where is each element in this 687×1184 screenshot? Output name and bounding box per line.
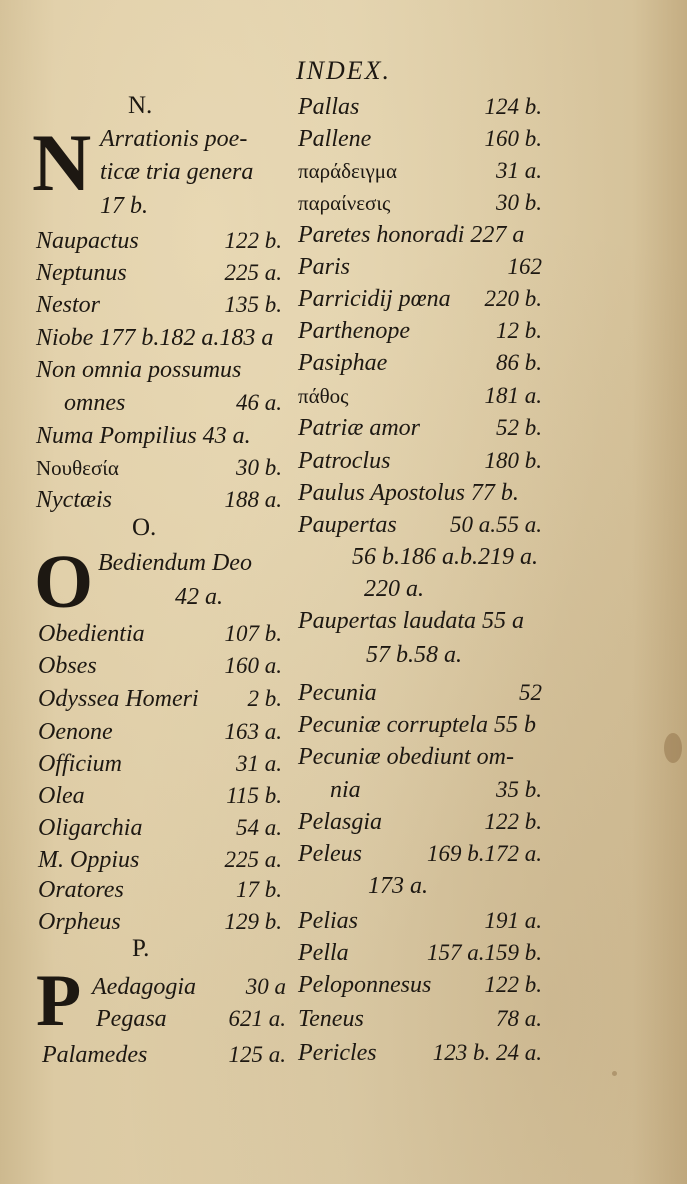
index-entry: Olea	[38, 783, 85, 809]
page-reference: 621 a.	[228, 1006, 286, 1031]
page-reference: 31 a.	[496, 158, 542, 183]
index-entry: Neptunus	[36, 260, 127, 286]
index-entry: Orpheus	[38, 909, 121, 935]
page-reference: 122 b.	[484, 972, 542, 997]
index-entry: Officium	[38, 751, 122, 777]
index-entry: Pelias	[298, 908, 358, 934]
index-entry: M. Oppius	[38, 847, 140, 873]
index-entry: Oratores	[38, 877, 124, 903]
page-reference: 54 a.	[236, 815, 282, 840]
index-entry: Pallas	[298, 94, 360, 120]
page-reference: 162	[507, 254, 542, 279]
lead-line-1: Arrationis poe-	[100, 126, 248, 152]
page-reference: 30 a	[245, 974, 286, 999]
page-reference: 163 a.	[224, 719, 282, 744]
index-entry: Paulus Apostolus 77 b.	[298, 480, 519, 506]
index-entry-greek: παράδειγμα	[298, 159, 397, 183]
section-heading-o: O.	[132, 514, 157, 541]
lead-line-1: Aedagogia	[92, 974, 196, 1000]
index-entry: Odyssea Homeri	[38, 686, 199, 712]
index-entry-continuation: nia	[330, 777, 361, 803]
index-entry: Palamedes	[42, 1042, 148, 1068]
index-entry: Oligarchia	[38, 815, 143, 841]
page-reference: 122 b.	[484, 809, 542, 834]
paper-stain-dot	[612, 1071, 617, 1076]
page-reference: 181 a.	[484, 383, 542, 408]
index-entry: Nyctæis	[36, 487, 112, 513]
index-entry-greek: παραίνεσις	[298, 191, 391, 215]
page-reference: 46 a.	[236, 390, 282, 415]
page-reference: 12 b.	[496, 318, 542, 343]
page-reference: 107 b.	[224, 621, 282, 646]
index-entry: Pecunia	[298, 680, 377, 706]
index-entry-continuation: 57 b.58 a.	[366, 642, 462, 668]
page-reference: 123 b. 24 a.	[432, 1040, 542, 1065]
page-reference: 225 a.	[224, 260, 282, 285]
page-reference: 50 a.55 a.	[450, 512, 542, 537]
index-entry: Paris	[298, 254, 351, 280]
index-entry-continuation: 173 a.	[368, 873, 428, 899]
page-reference: 30 b.	[496, 190, 542, 215]
index-entry-continuation: 220 a.	[364, 576, 424, 602]
index-entry: Pecuniæ corruptela 55 b	[298, 712, 536, 738]
index-entry: Parthenope	[298, 318, 410, 344]
page-reference: 2 b.	[247, 686, 282, 711]
dropcap-n: N	[32, 117, 92, 208]
lead-line-3: 17 b.	[100, 193, 148, 219]
page-reference: 169 b.172 a.	[427, 841, 542, 866]
page-reference: 157 a.159 b.	[427, 940, 542, 965]
index-entry: Obses	[38, 653, 97, 679]
page-reference: 52	[519, 680, 542, 705]
page-reference: 115 b.	[226, 783, 282, 808]
index-entry-continuation: omnes	[64, 390, 126, 416]
page-reference: 125 a.	[228, 1042, 286, 1067]
index-entry: Non omnia possumus	[36, 357, 242, 383]
dropcap-p: P	[36, 960, 82, 1042]
page-reference: 17 b.	[236, 877, 282, 902]
page-reference: 86 b.	[496, 350, 542, 375]
index-entry: Paupertas laudata 55 a	[298, 608, 524, 634]
page-reference: 78 a.	[496, 1006, 542, 1031]
index-entry: Oenone	[38, 719, 113, 745]
lead-line-2: 42 a.	[175, 584, 223, 610]
index-entry-greek: πάθος	[298, 384, 349, 408]
page-reference: 225 a.	[224, 847, 282, 872]
index-entry: Pericles	[298, 1040, 377, 1066]
lead-line-2: Pegasa	[96, 1006, 167, 1032]
page-reference: 129 b.	[224, 909, 282, 934]
index-entry-continuation: 56 b.186 a.b.219 a.	[352, 544, 538, 570]
section-heading-n: N.	[128, 92, 153, 119]
page-reference: 160 b.	[484, 126, 542, 151]
index-entry: Paupertas	[298, 512, 397, 538]
index-entry: Naupactus	[36, 228, 139, 254]
index-entry: Pelasgia	[298, 809, 382, 835]
page-reference: 160 a.	[224, 653, 282, 678]
index-entry-greek: Νουθεσία	[36, 456, 119, 480]
page-reference: 124 b.	[484, 94, 542, 119]
index-entry: Pella	[298, 940, 349, 966]
index-entry: Patroclus	[298, 448, 391, 474]
dropcap-o: O	[34, 540, 94, 624]
page-title: INDEX.	[295, 56, 392, 85]
index-entry: Peloponnesus	[298, 972, 432, 998]
lead-line-1: Bediendum Deo	[98, 550, 252, 576]
paper-stain-spot	[664, 733, 682, 763]
index-entry: Pallene	[298, 126, 372, 152]
index-entry: Paretes honoradi 227 a	[298, 222, 525, 248]
section-heading-p: P.	[132, 935, 150, 962]
index-entry: Patriæ amor	[298, 415, 421, 441]
page-reference: 220 b.	[484, 286, 542, 311]
page-reference: 35 b.	[496, 777, 542, 802]
index-entry: Nestor	[36, 292, 101, 318]
index-entry: Pecuniæ obediunt om-	[298, 744, 514, 770]
index-entry: Teneus	[298, 1006, 364, 1032]
index-entry: Peleus	[298, 841, 362, 867]
page-reference: 180 b.	[484, 448, 542, 473]
page-reference: 191 a.	[484, 908, 542, 933]
index-entry: Parricidij pœna	[298, 286, 451, 312]
lead-line-2: ticæ tria genera	[100, 159, 254, 185]
index-entry: Obedientia	[38, 621, 145, 647]
index-entry: Pasiphae	[298, 350, 388, 376]
page-reference: 52 b.	[496, 415, 542, 440]
index-entry: Niobe 177 b.182 a.183 a	[36, 325, 274, 351]
page-reference: 122 b.	[224, 228, 282, 253]
index-entry: Numa Pompilius 43 a.	[36, 423, 251, 449]
page-reference: 135 b.	[224, 292, 282, 317]
page-reference: 30 b.	[236, 455, 282, 480]
page-reference: 31 a.	[236, 751, 282, 776]
page-reference: 188 a.	[224, 487, 282, 512]
